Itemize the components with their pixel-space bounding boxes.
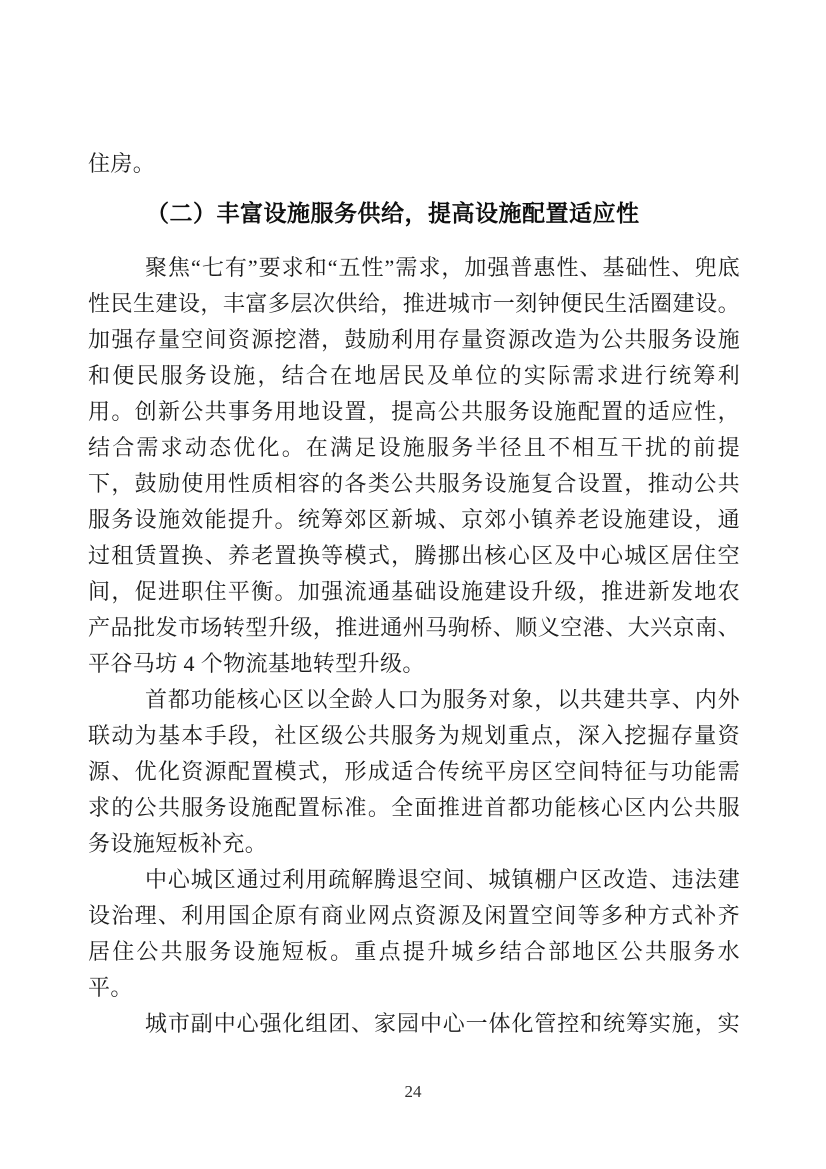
continuation-line: 住房。 bbox=[88, 151, 156, 176]
body-line: 中心城区通过利用疏解腾退空间、城镇棚户区改造、违法建 bbox=[145, 867, 740, 892]
page-number: 24 bbox=[404, 1082, 422, 1101]
body-line: 性民生建设，丰富多层次供给，推进城市一刻钟便民生活圈建设。 bbox=[88, 291, 740, 316]
body-line: 和便民服务设施，结合在地居民及单位的实际需求进行统筹利 bbox=[88, 363, 740, 388]
body-line: 服务设施效能提升。统筹郊区新城、京郊小镇养老设施建设，通 bbox=[88, 507, 740, 532]
body-line: 居住公共服务设施短板。重点提升城乡结合部地区公共服务水 bbox=[88, 939, 740, 964]
body-line: 源、优化资源配置模式，形成适合传统平房区空间特征与功能需 bbox=[88, 759, 740, 784]
body-line: 过租赁置换、养老置换等模式，腾挪出核心区及中心城区居住空 bbox=[88, 543, 740, 568]
body-line: 用。创新公共事务用地设置，提高公共服务设施配置的适应性， bbox=[88, 399, 740, 424]
text-column bbox=[88, 146, 740, 1042]
body-line: 城市副中心强化组团、家园中心一体化管控和统筹实施，实 bbox=[145, 1011, 740, 1036]
body-line: 聚焦“七有”要求和“五性”需求，加强普惠性、基础性、兜底 bbox=[145, 255, 740, 280]
body-line: 联动为基本手段，社区级公共服务为规划重点，深入挖掘存量资 bbox=[88, 723, 740, 748]
body-line: 结合需求动态优化。在满足设施服务半径且不相互干扰的前提 bbox=[88, 435, 740, 460]
body-line: 设治理、利用国企原有商业网点资源及闲置空间等多种方式补齐 bbox=[88, 903, 740, 928]
paragraphs bbox=[88, 250, 740, 1042]
body-line: 下，鼓励使用性质相容的各类公共服务设施复合设置，推动公共 bbox=[88, 471, 740, 496]
body-line: 加强存量空间资源挖潜，鼓励利用存量资源改造为公共服务设施 bbox=[88, 327, 740, 352]
body-line: 产品批发市场转型升级，推进通州马驹桥、顺义空港、大兴京南、 bbox=[88, 615, 740, 640]
body-line: 间，促进职住平衡。加强流通基础设施建设升级，推进新发地农 bbox=[88, 579, 740, 604]
body-line: 平谷马坊 4 个物流基地转型升级。 bbox=[88, 651, 425, 676]
section-heading: （二）丰富设施服务供给，提高设施配置适应性 bbox=[146, 200, 640, 226]
body-line: 首都功能核心区以全龄人口为服务对象，以共建共享、内外 bbox=[145, 687, 740, 712]
body-line: 务设施短板补充。 bbox=[88, 831, 268, 856]
body-line: 平。 bbox=[88, 975, 133, 1000]
body-line: 求的公共服务设施配置标准。全面推进首都功能核心区内公共服 bbox=[88, 795, 740, 820]
